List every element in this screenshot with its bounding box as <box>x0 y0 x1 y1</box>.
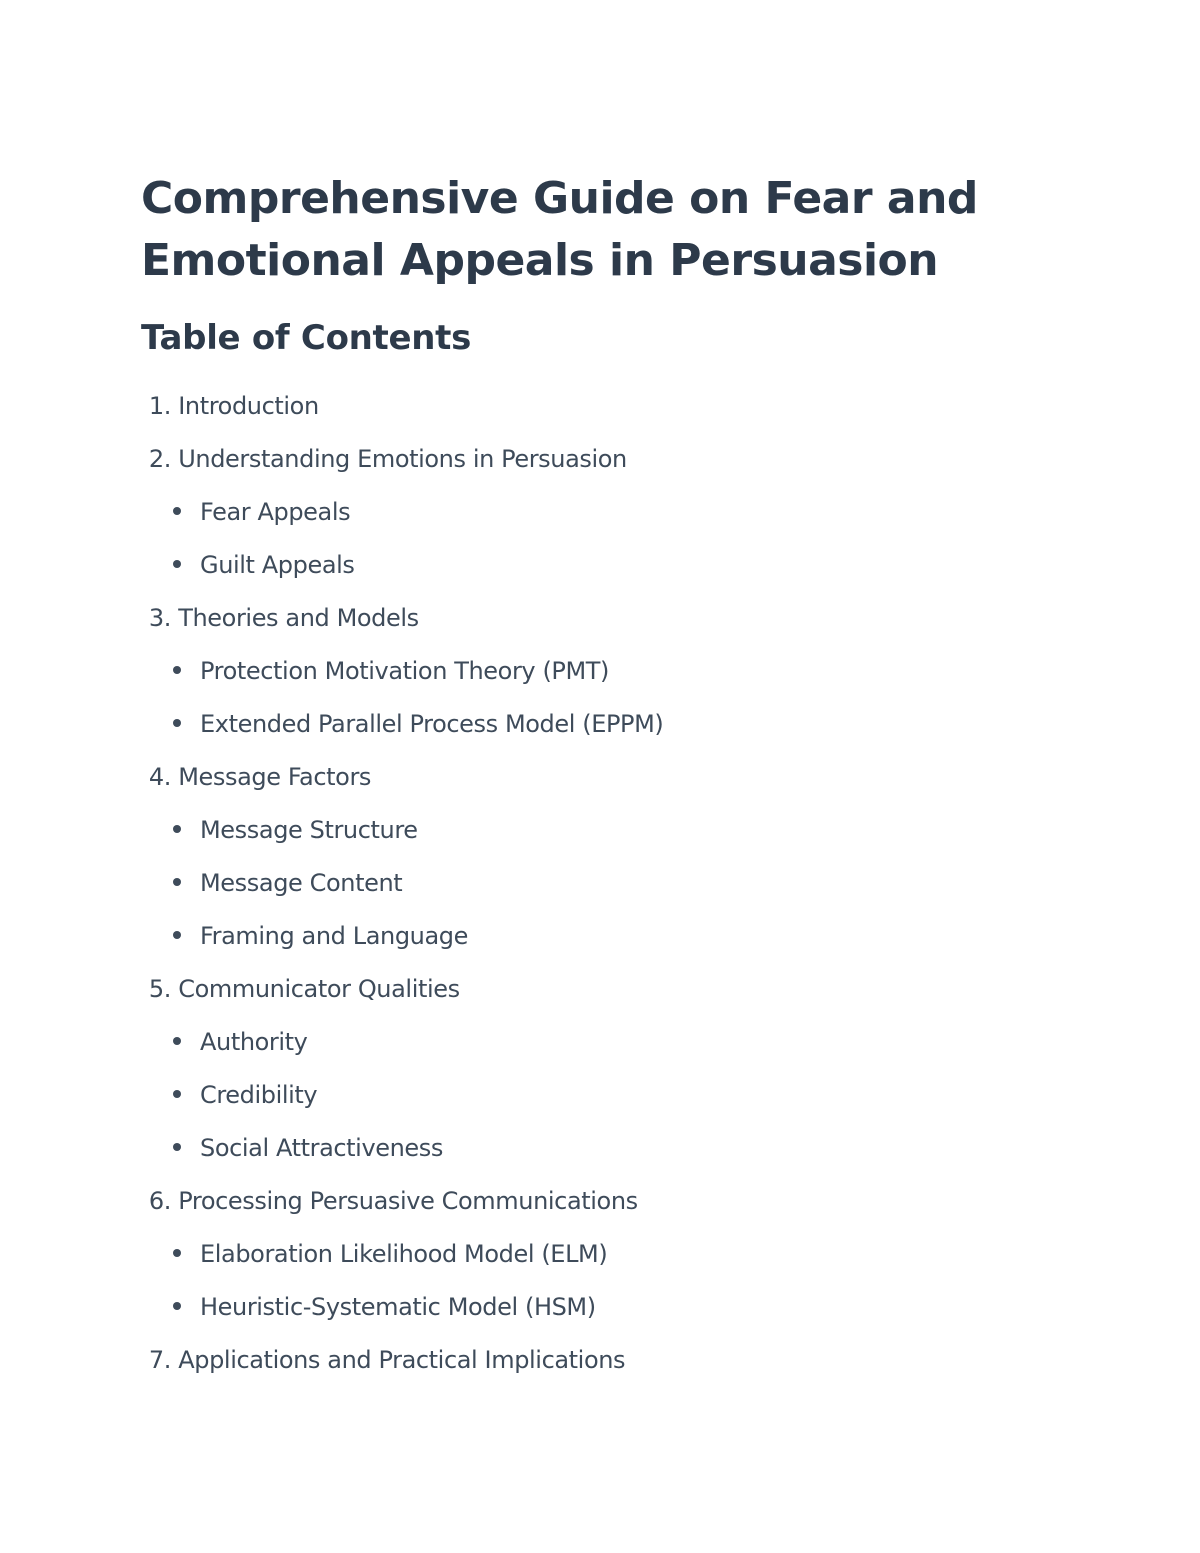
bullet-icon <box>173 1037 181 1045</box>
toc-subitem[interactable] <box>141 488 663 541</box>
bullet-icon <box>173 719 181 727</box>
toc-item-number: 6. <box>148 1187 171 1215</box>
toc-item-label: Communicator Qualities <box>178 975 460 1003</box>
toc-item-label: Guilt Appeals <box>200 551 355 579</box>
toc-subitem[interactable] <box>141 806 663 859</box>
toc-item-label: Applications and Practical Implications <box>178 1346 626 1374</box>
toc-item-label: Extended Parallel Process Model (EPPM) <box>200 710 664 738</box>
toc-item-label: Introduction <box>178 392 319 420</box>
toc-subitem[interactable] <box>141 1230 663 1283</box>
toc-subitem[interactable] <box>141 859 663 912</box>
toc-item-label: Protection Motivation Theory (PMT) <box>200 657 610 685</box>
toc-subitem[interactable] <box>141 912 663 965</box>
toc-item-label: Theories and Models <box>178 604 419 632</box>
bullet-icon <box>173 507 181 515</box>
toc-item-label: Understanding Emotions in Persuasion <box>178 445 627 473</box>
toc-item[interactable] <box>141 594 663 647</box>
toc-item-label: Credibility <box>200 1081 318 1109</box>
toc-item-label: Processing Persuasive Communications <box>178 1187 638 1215</box>
toc-subitem[interactable] <box>141 1018 663 1071</box>
document-title: Comprehensive Guide on Fear and Emotional Appeals in Persuasion <box>141 173 978 286</box>
bullet-icon <box>173 825 181 833</box>
bullet-icon <box>173 1143 181 1151</box>
toc-item[interactable] <box>141 965 663 1018</box>
toc-item[interactable] <box>141 382 663 435</box>
bullet-icon <box>173 1090 181 1098</box>
toc-item-number: 5. <box>148 975 171 1003</box>
bullet-icon <box>173 878 181 886</box>
toc-subitem[interactable] <box>141 541 663 594</box>
toc-subitem[interactable] <box>141 647 663 700</box>
toc-item[interactable] <box>141 435 663 488</box>
toc-item-number: 1. <box>148 392 171 420</box>
table-of-contents <box>141 382 663 1389</box>
toc-item-number: 7. <box>148 1346 171 1374</box>
toc-item-number: 2. <box>148 445 171 473</box>
toc-subitem[interactable] <box>141 700 663 753</box>
bullet-icon <box>173 1249 181 1257</box>
toc-item-label: Social Attractiveness <box>200 1134 444 1162</box>
toc-item-label: Message Content <box>200 869 403 897</box>
toc-item-label: Framing and Language <box>200 922 468 950</box>
toc-subitem[interactable] <box>141 1283 663 1336</box>
toc-item-label: Fear Appeals <box>200 498 351 526</box>
toc-item-label: Message Structure <box>200 816 418 844</box>
toc-item[interactable] <box>141 1177 663 1230</box>
bullet-icon <box>173 666 181 674</box>
toc-item-label: Authority <box>200 1028 308 1056</box>
toc-heading: Table of Contents <box>141 318 472 358</box>
bullet-icon <box>173 560 181 568</box>
toc-item-number: 4. <box>148 763 171 791</box>
toc-item-label: Heuristic-Systematic Model (HSM) <box>200 1293 596 1321</box>
bullet-icon <box>173 1302 181 1310</box>
bullet-icon <box>173 931 181 939</box>
toc-subitem[interactable] <box>141 1071 663 1124</box>
toc-subitem[interactable] <box>141 1124 663 1177</box>
toc-item-label: Message Factors <box>178 763 372 791</box>
toc-item-label: Elaboration Likelihood Model (ELM) <box>200 1240 608 1268</box>
toc-item-number: 3. <box>148 604 171 632</box>
toc-item[interactable] <box>141 753 663 806</box>
toc-item[interactable] <box>141 1336 663 1389</box>
